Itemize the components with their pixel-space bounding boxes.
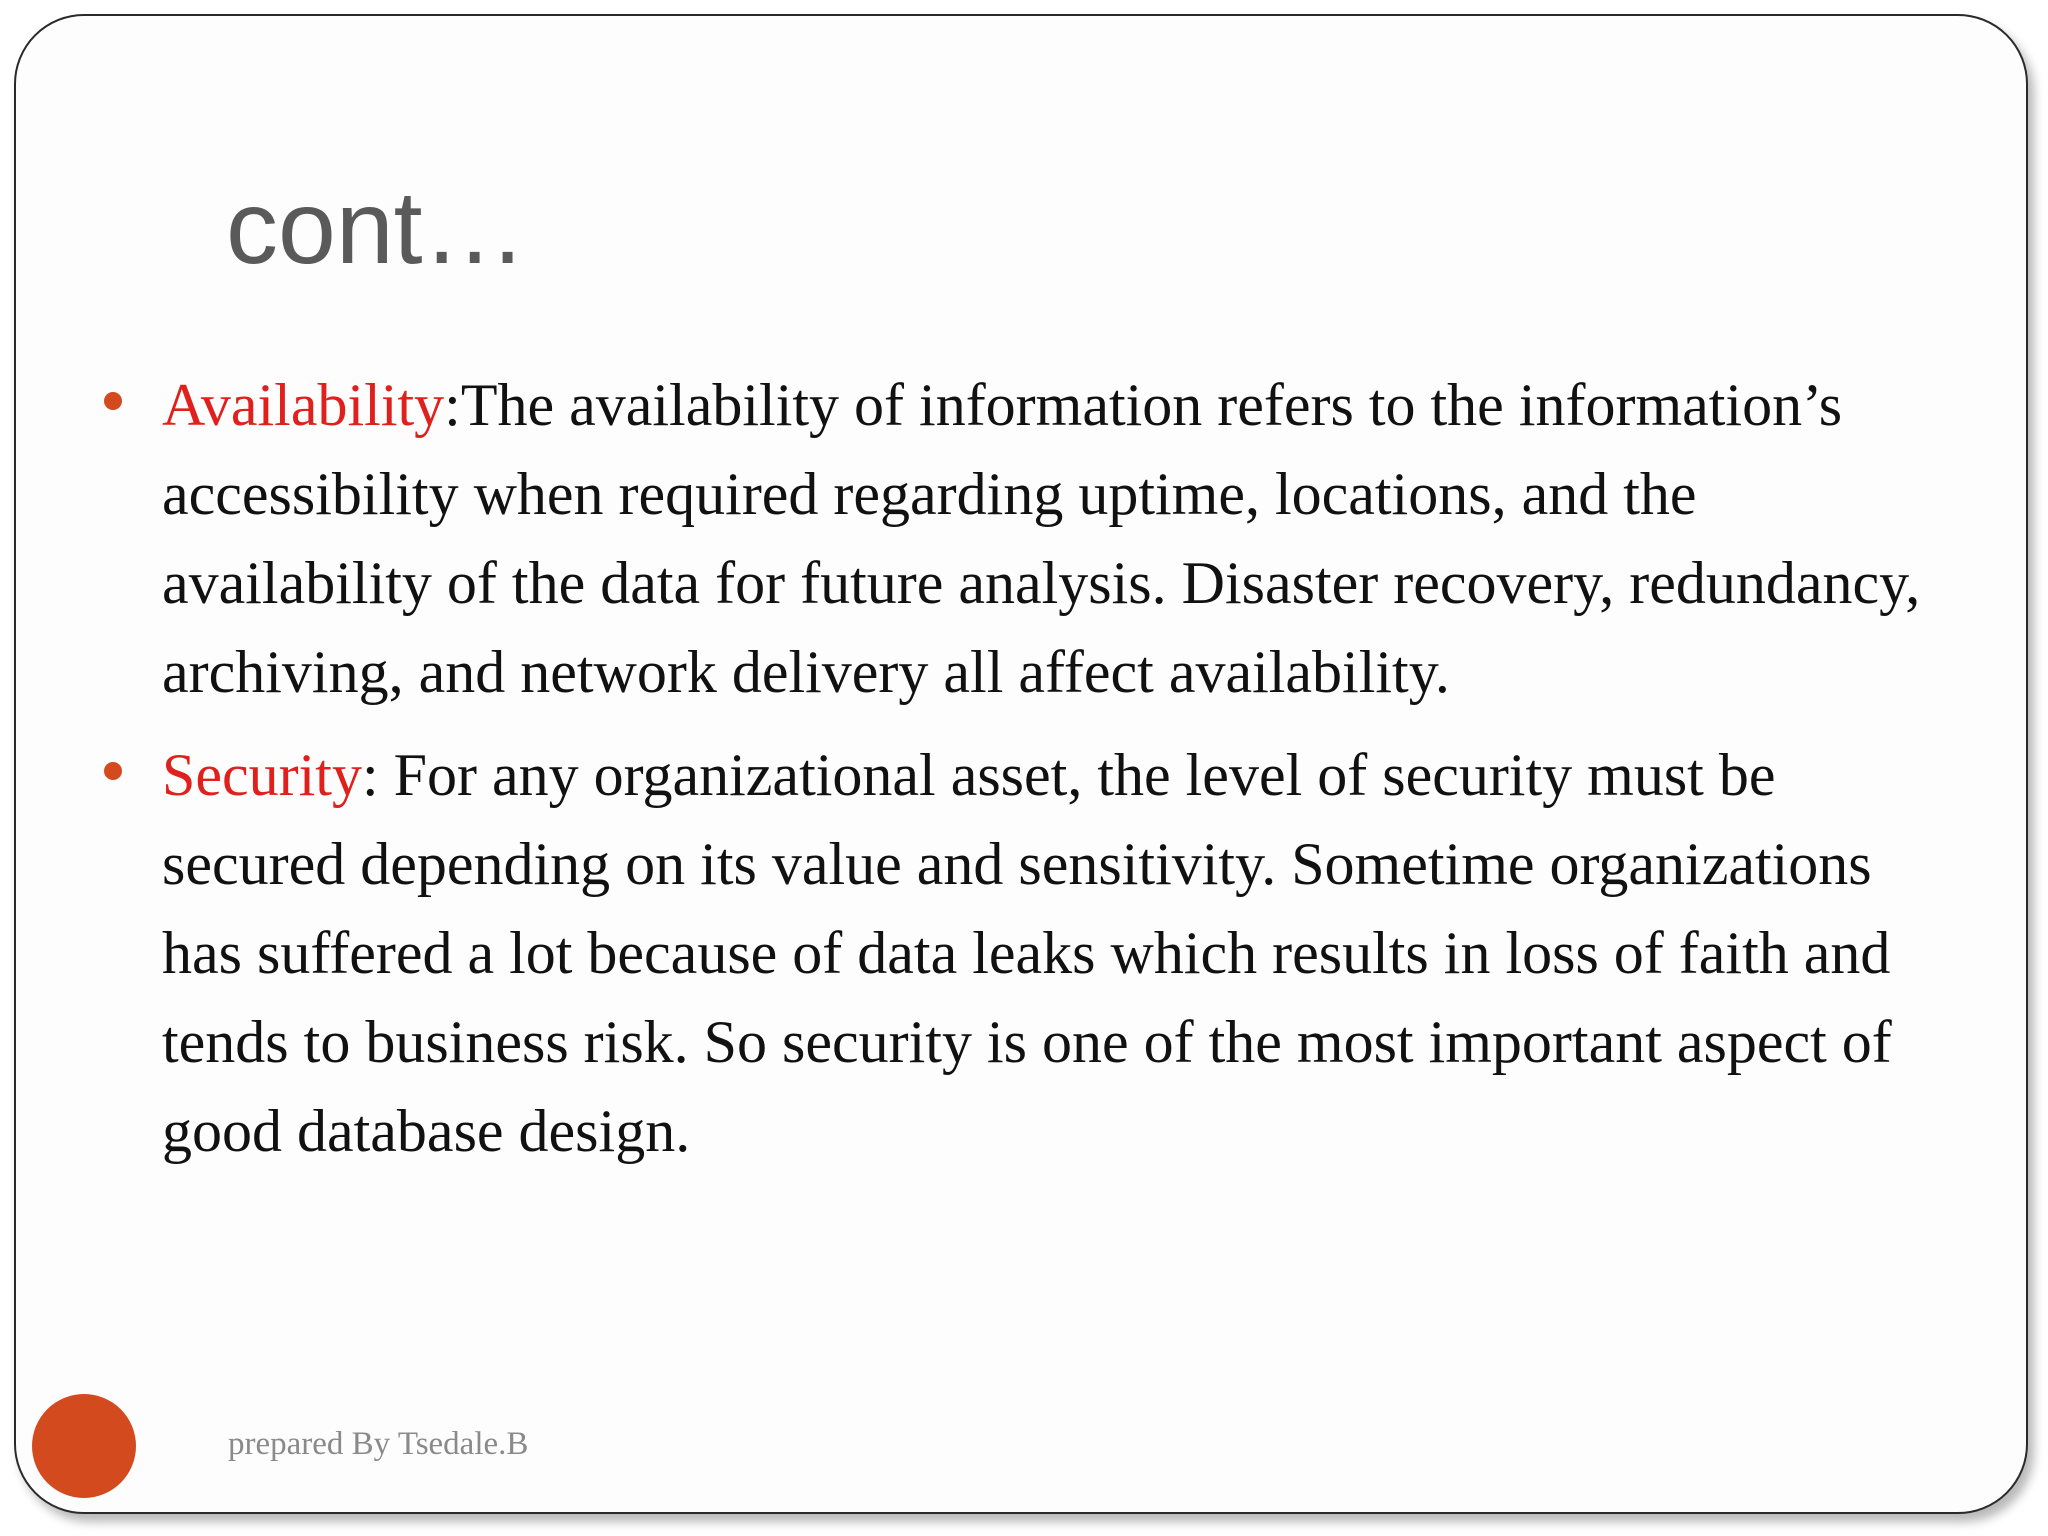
bullet-text: For any organizational asset, the level of security must be secured depending on its value and sensitivity. Sometime organizations has suffered a lot because of data leaks which results in loss of faith and tends to business risk. So security is one of the most important aspect of good database design. xyxy=(162,742,1892,1164)
slide-title: cont… xyxy=(226,170,527,286)
bullet-list xyxy=(146,361,1946,1190)
bullet-separator: : xyxy=(361,742,394,808)
bullet-term: Security xyxy=(162,742,362,808)
bullet-dot-icon xyxy=(104,392,122,410)
bullet-separator: : xyxy=(444,372,461,438)
bullet-text: The availability of information refers to the information’s accessibility when required regarding uptime, locations, and the availability of the data for future analysis. Disaster recovery, redundancy, archiving, and network delivery all affect availability. xyxy=(162,372,1921,705)
bullet-item-availability xyxy=(146,361,1946,717)
bullet-term: Availability xyxy=(162,372,445,438)
slide xyxy=(14,14,2028,1514)
bullet-item-security xyxy=(146,731,1946,1176)
footer-credit: prepared By Tsedale.B xyxy=(228,1426,529,1462)
footer-circle-icon xyxy=(32,1394,136,1498)
bullet-dot-icon xyxy=(104,762,122,780)
